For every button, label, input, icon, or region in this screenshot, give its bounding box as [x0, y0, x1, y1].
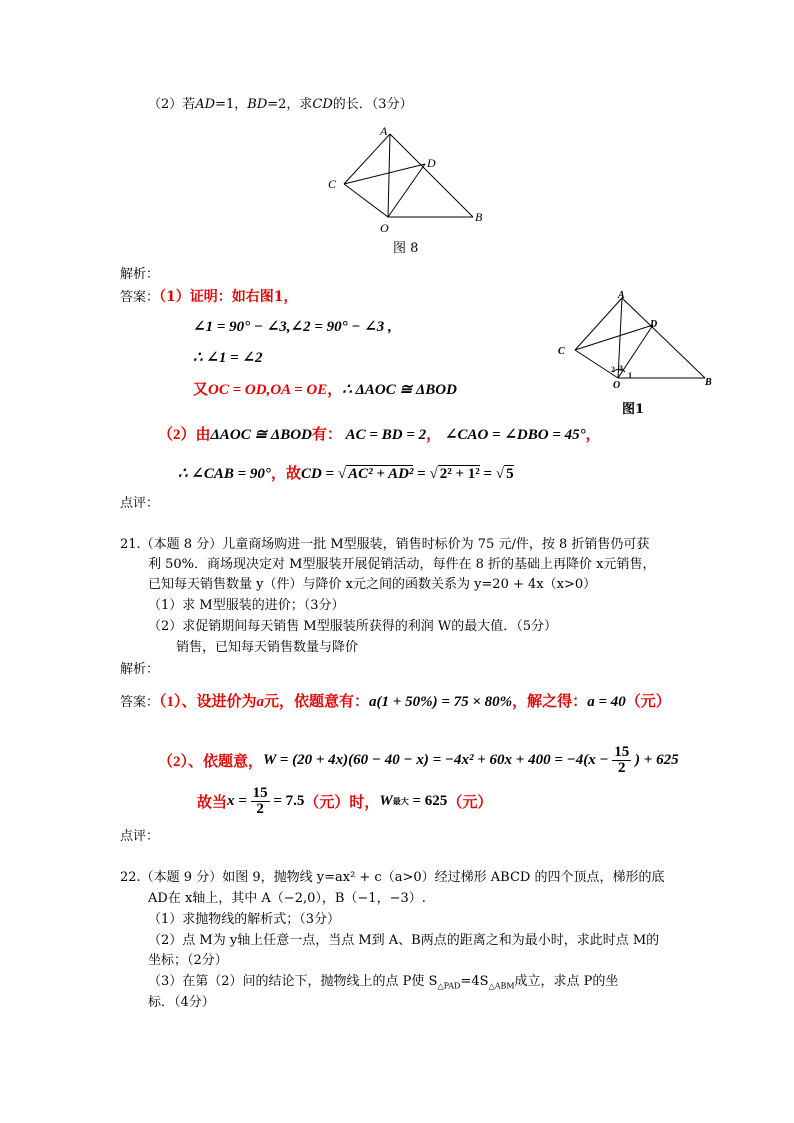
point-b-label: B [475, 210, 483, 224]
q22-sub2-line2: 坐标；（2分） [148, 953, 228, 968]
q21-answer-line1: 答案：（1）、设进价为a元，依题意有：a(1 + 50%) = 75 × 80%，解之得：a = 40（元） [120, 694, 671, 710]
q22-sub3-line1: （3）在第（2）问的结论下，抛物线上的点 P使 $S_{\triangle PAD}=4S_{\triangle ABM}$成立，求点 P的坐 [148, 974, 619, 991]
q20-answer-part2-line1: （2）由ΔAOC ≅ ΔBOD有： AC = BD = 2， ∠CAO = ∠DBO = 45°， [158, 427, 601, 443]
q22-sub3-line2: 标．（4分） [148, 995, 215, 1010]
q20-part2-question: （2）若AD=1，BD=2，求CD的长．（3分） [148, 97, 413, 112]
point-o-label: O [380, 221, 389, 235]
segment-ao [388, 134, 390, 217]
fig1-point-c: C [558, 346, 565, 357]
fig1-angle-1: 1 [628, 371, 632, 380]
figure-1-caption: 图1 [622, 402, 645, 417]
q21-answer-line2: （2）、依题意，W = (20 + 4x)(60 − 40 − x) = −4x² + 60x + 400 = −4(x − $\frac{15}{2}$ ) + 625 [158, 744, 679, 776]
segment-ac [344, 134, 390, 184]
fig1-angle-3: 3 [619, 364, 623, 373]
fig1-point-d: D [650, 319, 658, 330]
q21-stem-line1: 21.（本题 8 分）儿童商场购进一批 M型服装，销售时标价为 75 元/件，按 8 折销售仍可获 [120, 537, 650, 552]
q21-sub2: （2）求促销期间每天销售 M型服装所获得的利润 W的最大值．（5分） [148, 619, 557, 634]
figure-8 [320, 122, 495, 242]
q20-comment-label: 点评： [120, 496, 160, 511]
fig1-point-a: A [618, 290, 625, 301]
segment-co [344, 184, 388, 217]
q22-sub1: （1）求抛物线的解析式；（3分） [148, 912, 341, 927]
point-c-label: C [328, 177, 337, 191]
fig1-point-o: O [613, 380, 621, 391]
q21-comment-label: 点评： [120, 829, 160, 844]
q21-sub1: （1）求 M型服装的进价；（3分） [148, 598, 345, 613]
q22-stem-line1: 22.（本题 9 分）如图 9，抛物线 y=ax² + c（a>0）经过梯形 ABCD 的四个顶点，梯形的底 [120, 870, 665, 885]
figure-8-caption: 图 8 [393, 241, 419, 256]
point-d-label: D [427, 156, 436, 170]
q21-answer-line3: 故当x = $\frac{15}{2}$ = 7.5（元）时，W最大 = 625（元） [197, 785, 493, 817]
q22-stem-line2: AD在 x轴上，其中 A（−2,0），B（−1，−3）. [148, 891, 426, 906]
segment-ab-fig1 [622, 298, 705, 378]
fig1-angle-2: 2 [611, 365, 615, 374]
q20-therefore-line: ∴ ∠1 = ∠2 [193, 350, 263, 366]
q21-stem-line2: 利 50%．商场现决定对 M型服装开展促销活动，每件在 8 折的基础上再降价 x元销售， [148, 557, 656, 572]
figure-1 [555, 288, 725, 418]
q21-leftover-text: 销售，已知每天销售数量与降价 [176, 640, 359, 655]
q21-analysis-label: 解析： [120, 662, 160, 677]
q21-stem-line3: 已知每天销售数量 y（件）与降价 x元之间的函数关系为 y=20 + 4x（x>0） [148, 577, 597, 592]
q20-answer-line1: 答案：（1）证明：如右图1， [120, 289, 298, 305]
q20-congruence-line: 又OC = OD,OA = OE，∴ ΔAOC ≅ ΔBOD [193, 382, 457, 398]
segment-ab [390, 134, 473, 217]
fig1-point-b: B [705, 377, 712, 388]
q20-answer-part2-line2: ∴ ∠CAB = 90°，故CD = √ AC² + AD² = √ 2² + 1² = √ 5 [178, 466, 514, 482]
q20-analysis-label: 解析： [120, 267, 160, 282]
q20-angle-relations: ∠1 = 90° − ∠3,∠2 = 90° − ∠3 , [193, 319, 392, 335]
q22-sub2-line1: （2）点 M为 y轴上任意一点，当点 M到 A、B两点的距离之和为最小时，求此时点 M的 [148, 933, 660, 948]
point-a-label: A [380, 124, 388, 138]
